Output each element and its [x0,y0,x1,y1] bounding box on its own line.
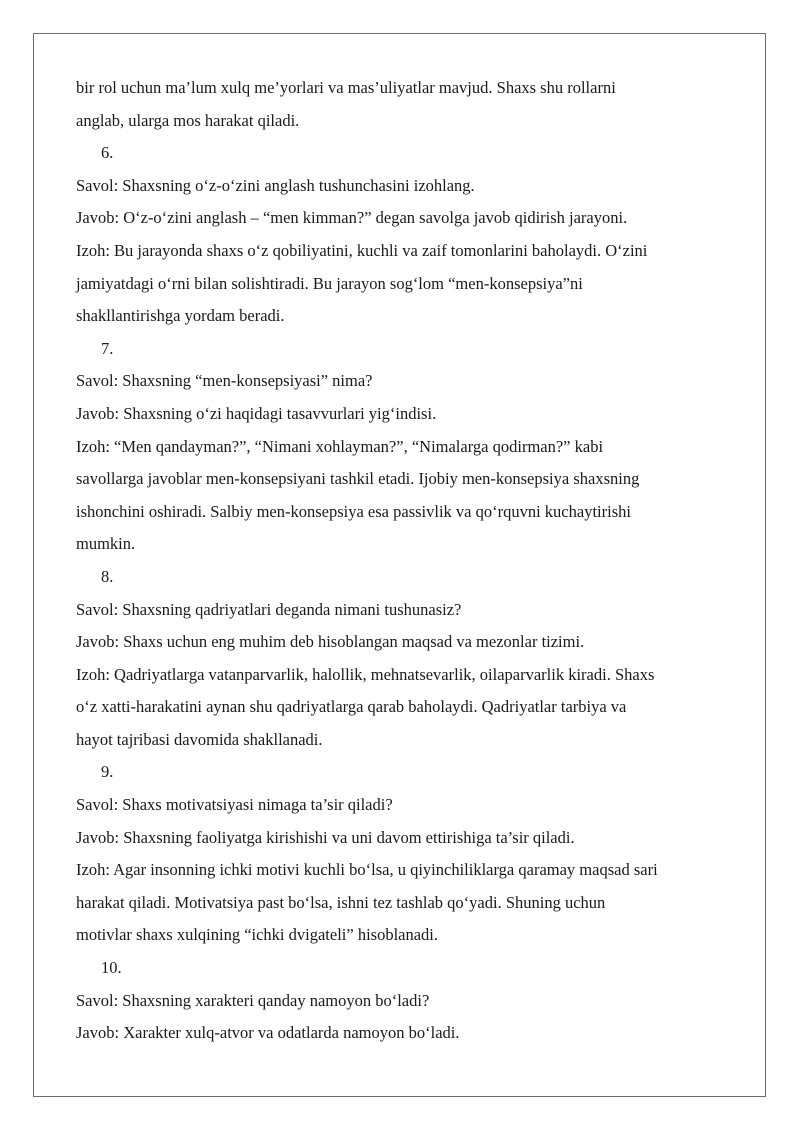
question-number: 10. [101,958,122,978]
question-line: Savol: Shaxsning qadriyatlari deganda nimani tushunasiz? [76,599,462,619]
question-line: Savol: Shaxsning “men-konsepsiyasi” nima? [76,371,373,391]
explanation-line: jamiyatdagi o‘rni bilan solishtiradi. Bu jarayon sog‘lom “men-konsepsiya”ni [76,273,583,293]
text-line: bir rol uchun ma’lum xulq me’yorlari va mas’uliyatlar mavjud. Shaxs shu rollarni [76,78,616,97]
question-number: 8. [101,566,114,586]
question-line: Savol: Shaxsning o‘z-o‘zini anglash tushunchasini izohlang. [76,175,475,195]
explanation-line: hayot tajribasi davomida shakllanadi. [76,729,323,749]
explanation-line: shakllantirishga yordam beradi. [76,306,285,326]
explanation-line: Izoh: “Men qandayman?”, “Nimani xohlayman?”, “Nimalarga qodirman?” kabi [76,436,604,456]
explanation-line: Izoh: Agar insonning ichki motivi kuchli bo‘lsa, u qiyinchiliklarga qaramay maqsad sari [76,860,658,880]
answer-line: Javob: Xarakter xulq-atvor va odatlarda namoyon bo‘ladi. [76,1023,460,1043]
explanation-line: mumkin. [76,534,136,554]
document-body [76,72,748,1050]
answer-line: Javob: O‘z-o‘zini anglash – “men kimman?” degan savolga javob qidirish jarayoni. [76,208,628,228]
explanation-line: ishonchini oshiradi. Salbiy men-konsepsiya esa passivlik va qo‘rquvni kuchaytirishi [76,501,631,521]
text-line: anglab, ularga mos harakat qiladi. [76,110,300,130]
answer-line: Javob: Shaxs uchun eng muhim deb hisoblangan maqsad va mezonlar tizimi. [76,632,585,652]
explanation-line: Izoh: Qadriyatlarga vatanparvarlik, halollik, mehnatsevarlik, oilaparvarlik kiradi. Shaxs [76,664,655,684]
question-line: Savol: Shaxs motivatsiyasi nimaga ta’sir qiladi? [76,795,393,815]
question-line: Savol: Shaxsning xarakteri qanday namoyon bo‘ladi? [76,990,430,1010]
explanation-line: savollarga javoblar men-konsepsiyani tashkil etadi. Ijobiy men-konsepsiya shaxsning [76,469,640,489]
explanation-line: o‘z xatti-harakatini aynan shu qadriyatlarga qarab baholaydi. Qadriyatlar tarbiya va [76,697,627,717]
explanation-line: motivlar shaxs xulqining “ichki dvigateli” hisoblanadi. [76,925,439,945]
explanation-line: Izoh: Bu jarayonda shaxs o‘z qobiliyatini, kuchli va zaif tomonlarini baholaydi. O‘zini [76,240,648,260]
question-number: 6. [101,143,114,163]
question-number: 9. [101,762,114,782]
explanation-line: harakat qiladi. Motivatsiya past bo‘lsa, ishni tez tashlab qo‘yadi. Shuning uchun [76,892,606,912]
question-number: 7. [101,338,114,358]
answer-line: Javob: Shaxsning faoliyatga kirishishi va uni davom ettirishiga ta’sir qiladi. [76,827,575,847]
answer-line: Javob: Shaxsning o‘zi haqidagi tasavvurlari yig‘indisi. [76,403,437,423]
